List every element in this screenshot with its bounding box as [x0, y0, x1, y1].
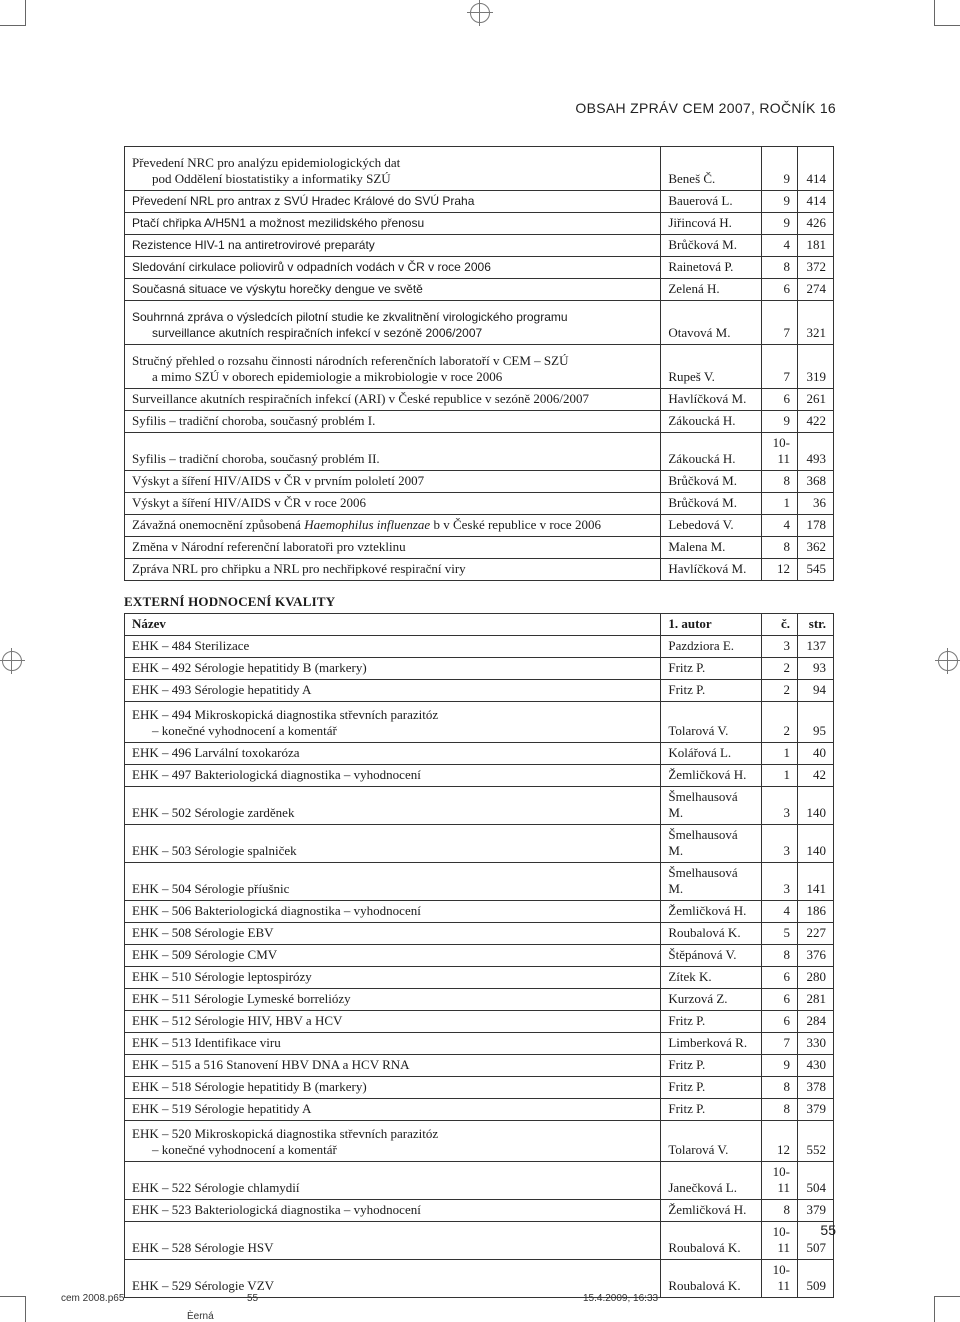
table-row: [125, 471, 834, 493]
table-row: [125, 433, 834, 471]
entry-page: 504: [798, 1162, 834, 1200]
entry-author: Rainetová P.: [661, 257, 762, 279]
entry-title-line: EHK – 523 Bakteriologická diagnostika – vyhodnocení: [132, 1202, 421, 1217]
entry-issue: 12: [762, 1121, 798, 1162]
entry-title-part: b v České republice v roce 2006: [430, 517, 601, 532]
entry-issue: 12: [762, 559, 798, 581]
table-row: [125, 923, 834, 945]
entry-page: 94: [798, 680, 834, 702]
table-header-row: [125, 614, 834, 636]
entry-issue: 7: [762, 1033, 798, 1055]
table-row: [125, 702, 834, 743]
table-row: [125, 1222, 834, 1260]
entry-issue: 9: [762, 191, 798, 213]
entry-issue: 8: [762, 1200, 798, 1222]
entry-issue: 6: [762, 989, 798, 1011]
entry-page: 379: [798, 1200, 834, 1222]
entry-page: 40: [798, 743, 834, 765]
entry-title-line: Převedení NRC pro analýzu epidemiologických dat: [132, 155, 401, 170]
table-row: [125, 537, 834, 559]
entry-issue: 8: [762, 1077, 798, 1099]
entry-page: 274: [798, 279, 834, 301]
entry-page: 36: [798, 493, 834, 515]
table-row: [125, 825, 834, 863]
table-row: [125, 1260, 834, 1298]
footer-file: cem 2008.p65: [61, 1293, 125, 1304]
entry-title-line: a mimo SZÚ v oborech epidemiologie a mikrobiologie v roce 2006: [152, 369, 503, 384]
entry-issue: 9: [762, 147, 798, 191]
table-row: [125, 765, 834, 787]
entry-author: Roubalová K.: [661, 923, 762, 945]
entry-issue: 7: [762, 301, 798, 345]
entry-issue: 8: [762, 471, 798, 493]
table-row: [125, 967, 834, 989]
entry-title-line: Syfilis – tradiční choroba, současný problém II.: [132, 451, 380, 466]
entry-title: [125, 989, 661, 1011]
entry-title: [125, 471, 661, 493]
entry-issue: 1: [762, 743, 798, 765]
entry-title-line: EHK – 518 Sérologie hepatitidy B (markery): [132, 1079, 367, 1094]
entry-author: Pazdziora E.: [661, 636, 762, 658]
entry-title: [125, 1162, 661, 1200]
entry-page: 430: [798, 1055, 834, 1077]
entry-title-line: EHK – 503 Sérologie spalniček: [132, 843, 297, 858]
entry-issue: 3: [762, 863, 798, 901]
entry-title-line: Výskyt a šíření HIV/AIDS v ČR v prvním pololetí 2007: [132, 473, 425, 488]
entry-title-line: EHK – 529 Sérologie VZV: [132, 1278, 275, 1293]
entry-author: Brůčková M.: [661, 471, 762, 493]
entry-title-line: Surveillance akutních respiračních infekcí (ARI) v České republice v sezóně 2006/2007: [132, 391, 590, 406]
entry-issue: 10-11: [762, 433, 798, 471]
crop-mark: [0, 25, 26, 26]
table-row: [125, 345, 834, 389]
page-number: 55: [820, 1222, 836, 1238]
entry-title: [125, 923, 661, 945]
entry-page: 186: [798, 901, 834, 923]
entry-title-line: EHK – 528 Sérologie HSV: [132, 1240, 274, 1255]
entry-title-line: Stručný přehled o rozsahu činnosti národních referenčních laboratoří v CEM – SZÚ: [132, 353, 569, 368]
crop-mark: [934, 0, 935, 26]
table-row: [125, 279, 834, 301]
entry-title-line: EHK – 506 Bakteriologická diagnostika – vyhodnocení: [132, 903, 421, 918]
entry-author: Rupeš V.: [661, 345, 762, 389]
entry-issue: 2: [762, 680, 798, 702]
entry-title: [125, 559, 661, 581]
entry-title: [125, 743, 661, 765]
entry-title-line: EHK – 513 Identifikace viru: [132, 1035, 281, 1050]
entry-author: Šmelhausová M.: [661, 863, 762, 901]
entry-title: [125, 1011, 661, 1033]
entry-author: Kolářová L.: [661, 743, 762, 765]
entry-title-line: EHK – 504 Sérologie příušnic: [132, 881, 290, 896]
table-row: [125, 989, 834, 1011]
entry-issue: 4: [762, 235, 798, 257]
entry-page: 372: [798, 257, 834, 279]
entry-author: Bauerová L.: [661, 191, 762, 213]
entry-title-line: – konečné vyhodnocení a komentář: [152, 723, 337, 738]
column-header-page: str.: [798, 614, 834, 636]
entry-author: Žemličková H.: [661, 1200, 762, 1222]
entry-title: [125, 411, 661, 433]
table-row: [125, 1077, 834, 1099]
entry-title: [125, 1200, 661, 1222]
entry-title-italic: Haemophilus influenzae: [304, 517, 431, 532]
crop-mark: [25, 0, 26, 26]
entry-title: [125, 433, 661, 471]
entry-author: Roubalová K.: [661, 1222, 762, 1260]
entry-author: Zítek K.: [661, 967, 762, 989]
entry-page: 321: [798, 301, 834, 345]
entry-title-line: Výskyt a šíření HIV/AIDS v ČR v roce 2006: [132, 495, 366, 510]
entry-title: [125, 825, 661, 863]
entry-issue: 9: [762, 213, 798, 235]
entry-page: 362: [798, 537, 834, 559]
entry-issue: 1: [762, 765, 798, 787]
entry-title-line: EHK – 512 Sérologie HIV, HBV a HCV: [132, 1013, 343, 1028]
entry-author: Fritz P.: [661, 680, 762, 702]
table-row: [125, 559, 834, 581]
entry-title: [125, 636, 661, 658]
entry-issue: 8: [762, 1099, 798, 1121]
table-row: [125, 213, 834, 235]
entry-title-line: Zpráva NRL pro chřipku a NRL pro nechřipkové respirační viry: [132, 561, 466, 576]
entry-title: [125, 257, 661, 279]
entry-author: Zákoucká H.: [661, 411, 762, 433]
entry-title-line: EHK – 493 Sérologie hepatitidy A: [132, 682, 312, 697]
entry-title: [125, 967, 661, 989]
entry-author: Brůčková M.: [661, 493, 762, 515]
entry-author: Fritz P.: [661, 658, 762, 680]
entry-title-line: EHK – 497 Bakteriologická diagnostika – vyhodnocení: [132, 767, 421, 782]
entry-page: 137: [798, 636, 834, 658]
entry-title: [125, 191, 661, 213]
footer-timestamp: 15.4.2009, 16:33: [583, 1293, 659, 1304]
entry-title-line: EHK – 510 Sérologie leptospirózy: [132, 969, 312, 984]
table-row: [125, 1200, 834, 1222]
entry-title: [125, 345, 661, 389]
entry-issue: 3: [762, 825, 798, 863]
table-row: [125, 515, 834, 537]
entry-author: Havlíčková M.: [661, 559, 762, 581]
entry-title: [125, 1121, 661, 1162]
entry-page: 261: [798, 389, 834, 411]
entry-title-line: EHK – 494 Mikroskopická diagnostika střevních parazitóz: [132, 707, 439, 722]
entry-issue: 4: [762, 515, 798, 537]
table-row: [125, 680, 834, 702]
entry-author: Limberková R.: [661, 1033, 762, 1055]
entry-page: 330: [798, 1033, 834, 1055]
entry-title-line: EHK – 520 Mikroskopická diagnostika střevních parazitóz: [132, 1126, 439, 1141]
entry-title-line: – konečné vyhodnocení a komentář: [152, 1142, 337, 1157]
entry-issue: 3: [762, 787, 798, 825]
entry-issue: 6: [762, 389, 798, 411]
entry-page: 545: [798, 559, 834, 581]
entry-title: [125, 1077, 661, 1099]
entry-title-line: EHK – 508 Sérologie EBV: [132, 925, 274, 940]
entry-issue: 4: [762, 901, 798, 923]
entry-title: [125, 863, 661, 901]
entry-page: 95: [798, 702, 834, 743]
entry-author: Žemličková H.: [661, 765, 762, 787]
entry-title: [125, 279, 661, 301]
entry-page: 181: [798, 235, 834, 257]
ehk-table: [124, 613, 834, 1298]
entry-issue: 5: [762, 923, 798, 945]
entry-title: [125, 1099, 661, 1121]
entry-page: 227: [798, 923, 834, 945]
entry-issue: 10-11: [762, 1162, 798, 1200]
entry-issue: 9: [762, 411, 798, 433]
entry-title-line: EHK – 522 Sérologie chlamydií: [132, 1180, 300, 1195]
crop-mark: [934, 1296, 935, 1322]
entry-issue: 10-11: [762, 1222, 798, 1260]
entry-title-line: Syfilis – tradiční choroba, současný problém I.: [132, 413, 376, 428]
table-row: [125, 235, 834, 257]
entry-author: Janečková L.: [661, 1162, 762, 1200]
entry-author: Brůčková M.: [661, 235, 762, 257]
table-row: [125, 901, 834, 923]
entry-author: Fritz P.: [661, 1077, 762, 1099]
entry-title-line: EHK – 519 Sérologie hepatitidy A: [132, 1101, 312, 1116]
entry-issue: 8: [762, 257, 798, 279]
crop-mark: [25, 1296, 26, 1322]
table-row: [125, 658, 834, 680]
entry-title: [125, 901, 661, 923]
entry-title-line: Převedení NRL pro antrax z SVÚ Hradec Králové do SVÚ Praha: [132, 194, 475, 208]
table-row: [125, 1099, 834, 1121]
table-row: [125, 743, 834, 765]
entry-issue: 7: [762, 345, 798, 389]
entry-title-line: surveillance akutních respiračních infekcí v sezóně 2006/2007: [152, 326, 483, 340]
entry-title: [125, 765, 661, 787]
entry-title-line: EHK – 484 Sterilizace: [132, 638, 250, 653]
entry-title: [125, 1033, 661, 1055]
crop-mark: [934, 1296, 960, 1297]
entry-page: 178: [798, 515, 834, 537]
crop-mark: [0, 1296, 26, 1297]
entry-page: 280: [798, 967, 834, 989]
table-row: [125, 493, 834, 515]
entry-page: 414: [798, 191, 834, 213]
entry-page: 379: [798, 1099, 834, 1121]
entry-page: 376: [798, 945, 834, 967]
entry-page: 426: [798, 213, 834, 235]
entry-title: [125, 213, 661, 235]
entry-title: [125, 389, 661, 411]
entry-title: [125, 537, 661, 559]
entry-title-line: EHK – 511 Sérologie Lymeské borreliózy: [132, 991, 351, 1006]
entry-issue: 10-11: [762, 1260, 798, 1298]
entry-author: Šmelhausová M.: [661, 825, 762, 863]
footer-color-label: Èerná: [187, 1311, 214, 1322]
entry-page: 140: [798, 825, 834, 863]
entry-page: 93: [798, 658, 834, 680]
entry-author: Beneš Č.: [661, 147, 762, 191]
entry-author: Zákoucká H.: [661, 433, 762, 471]
entry-author: Lebedová V.: [661, 515, 762, 537]
table-row: [125, 191, 834, 213]
running-header: OBSAH ZPRÁV CEM 2007, ROČNÍK 16: [575, 100, 836, 116]
entry-author: Štěpánová V.: [661, 945, 762, 967]
registration-mark-icon: [2, 651, 22, 671]
table-row: [125, 636, 834, 658]
entry-page: 368: [798, 471, 834, 493]
entry-page: 141: [798, 863, 834, 901]
table-row: [125, 257, 834, 279]
entry-author: Tolarová V.: [661, 702, 762, 743]
entry-title-line: Změna v Národní referenční laboratoři pro vzteklinu: [132, 539, 406, 554]
entry-page: 493: [798, 433, 834, 471]
entry-author: Šmelhausová M.: [661, 787, 762, 825]
entry-title-line: pod Oddělení biostatistiky a informatiky SZÚ: [152, 171, 391, 186]
entry-title-line: Ptačí chřipka A/H5N1 a možnost mezilidského přenosu: [132, 216, 425, 230]
entry-title: [125, 1222, 661, 1260]
entry-title-line: Sledování cirkulace poliovirů v odpadních vodách v ČR v roce 2006: [132, 260, 491, 274]
registration-mark-icon: [470, 3, 490, 23]
entry-author: Zelená H.: [661, 279, 762, 301]
table-row: [125, 863, 834, 901]
entry-author: Havlíčková M.: [661, 389, 762, 411]
entry-title: [125, 945, 661, 967]
crop-mark: [934, 25, 960, 26]
entry-author: Otavová M.: [661, 301, 762, 345]
entry-issue: 6: [762, 279, 798, 301]
entry-title: [125, 787, 661, 825]
table-row: [125, 147, 834, 191]
entry-issue: 8: [762, 945, 798, 967]
section-title-ehk: EXTERNÍ HODNOCENÍ KVALITY: [124, 594, 336, 609]
entry-title: [125, 301, 661, 345]
entry-title-line: EHK – 509 Sérologie CMV: [132, 947, 278, 962]
entry-page: 422: [798, 411, 834, 433]
entry-title: [125, 1260, 661, 1298]
entry-title-line: EHK – 492 Sérologie hepatitidy B (markery): [132, 660, 367, 675]
entry-page: 284: [798, 1011, 834, 1033]
entry-author: Fritz P.: [661, 1011, 762, 1033]
articles-table: [124, 146, 834, 581]
registration-mark-icon: [938, 651, 958, 671]
table-row: [125, 389, 834, 411]
entry-page: 140: [798, 787, 834, 825]
entry-issue: 3: [762, 636, 798, 658]
entry-page: 509: [798, 1260, 834, 1298]
entry-title: [125, 235, 661, 257]
entry-title-part: Závažná onemocnění způsobená: [132, 517, 305, 532]
entry-page: 42: [798, 765, 834, 787]
entry-author: Jiřincová H.: [661, 213, 762, 235]
entry-issue: 6: [762, 1011, 798, 1033]
entry-title-line: Souhrnná zpráva o výsledcích pilotní studie ke zkvalitnění virologického programu: [132, 310, 568, 324]
table-row: [125, 411, 834, 433]
entry-title: [125, 680, 661, 702]
table-row: [125, 1055, 834, 1077]
entry-author: Roubalová K.: [661, 1260, 762, 1298]
column-header-author: 1. autor: [661, 614, 762, 636]
entry-author: Fritz P.: [661, 1055, 762, 1077]
entry-page: 507: [798, 1222, 834, 1260]
entry-page: 281: [798, 989, 834, 1011]
entry-title-line: Rezistence HIV-1 na antiretrovirové preparáty: [132, 238, 375, 252]
entry-issue: 6: [762, 967, 798, 989]
entry-author: Malena M.: [661, 537, 762, 559]
entry-title-line: EHK – 502 Sérologie zarděnek: [132, 805, 295, 820]
table-row: [125, 1011, 834, 1033]
entry-title: [125, 702, 661, 743]
column-header-title: Název: [125, 614, 661, 636]
column-header-issue: č.: [762, 614, 798, 636]
entry-title: [125, 147, 661, 191]
entry-page: 378: [798, 1077, 834, 1099]
entry-issue: 9: [762, 1055, 798, 1077]
entry-page: 414: [798, 147, 834, 191]
entry-author: Kurzová Z.: [661, 989, 762, 1011]
table-row: [125, 301, 834, 345]
table-row: [125, 787, 834, 825]
footer-page: 55: [247, 1293, 259, 1304]
table-row: [125, 945, 834, 967]
entry-issue: 2: [762, 658, 798, 680]
entry-title: [125, 658, 661, 680]
entry-issue: 8: [762, 537, 798, 559]
entry-author: Žemličková H.: [661, 901, 762, 923]
entry-title-line: EHK – 515 a 516 Stanovení HBV DNA a HCV RNA: [132, 1057, 410, 1072]
entry-title-line: Současná situace ve výskytu horečky dengue ve světě: [132, 282, 423, 296]
entry-issue: 2: [762, 702, 798, 743]
entry-title: [125, 493, 661, 515]
entry-author: Fritz P.: [661, 1099, 762, 1121]
entry-page: 552: [798, 1121, 834, 1162]
entry-title-line: EHK – 496 Larvální toxokaróza: [132, 745, 300, 760]
entry-author: Tolarová V.: [661, 1121, 762, 1162]
table-row: [125, 1121, 834, 1162]
table-row: [125, 1033, 834, 1055]
entry-title: [125, 1055, 661, 1077]
entry-page: 319: [798, 345, 834, 389]
table-row: [125, 1162, 834, 1200]
entry-issue: 1: [762, 493, 798, 515]
entry-title: [125, 515, 661, 537]
